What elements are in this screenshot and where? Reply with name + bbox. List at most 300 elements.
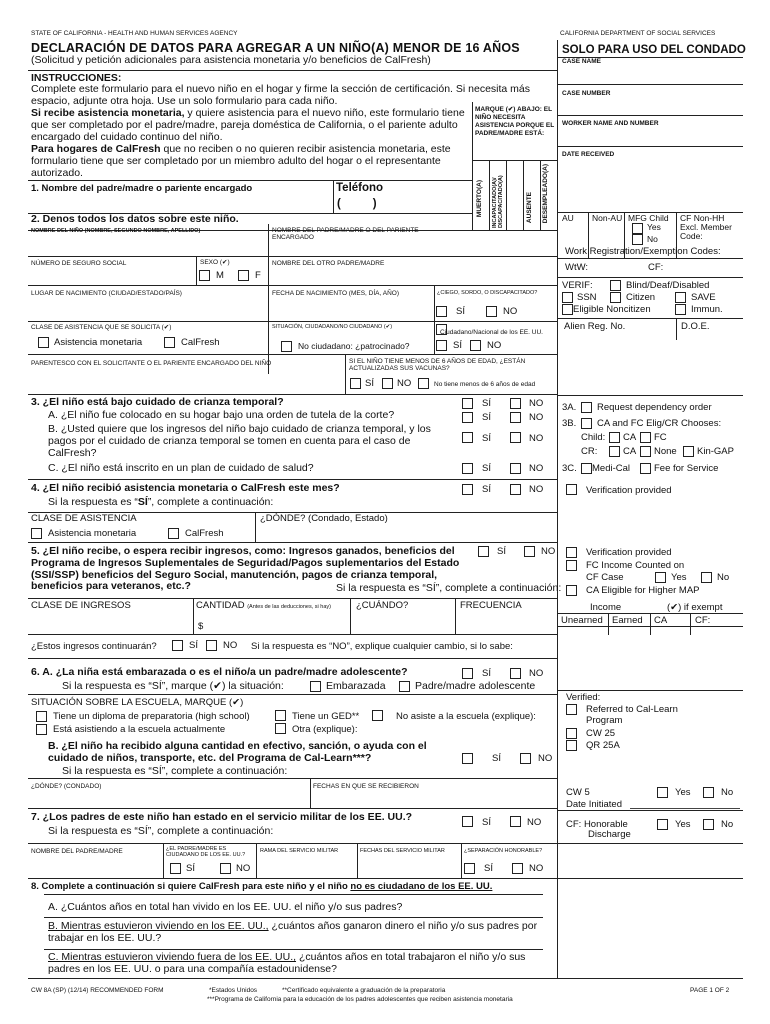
sex-m-label: M (216, 270, 224, 281)
q8b-text (48, 921, 538, 945)
q4-if-yes (48, 497, 273, 509)
instructions-heading: INSTRUCCIONES: (31, 72, 122, 84)
q8b-underlined: B. Mientras estuvieron viviendo en los EE. UU., (48, 920, 269, 932)
continue-si-label: SÍ (189, 640, 198, 651)
sponsored-si-checkbox[interactable] (436, 340, 447, 351)
blind-label: Blind/Deaf/Disabled (626, 280, 710, 291)
relationship-label: PARENTESCO CON EL SOLICITANTE O EL PARIENTE ENCARGADO DEL NIÑO (31, 360, 272, 367)
cr-kingap-label: Kin-GAP (697, 446, 734, 457)
rule (357, 843, 358, 878)
mark-col-incapacitated: INCAPACITADO(A)/ DISCAPACITADO(A) (492, 175, 504, 228)
q6b-label: B. ¿El niño ha recibido alguna cantidad en efectivo, sanción, o ayuda con el cuidado de niños, transporte, etc. del Programa de Cal-Learn***? (48, 740, 427, 764)
sex-f-checkbox[interactable] (238, 270, 249, 281)
blind-no-checkbox[interactable] (486, 306, 497, 317)
cr-kingap-checkbox[interactable] (683, 446, 694, 457)
frequency-label: FRECUENCIA (460, 600, 522, 611)
mark-box-text: MARQUE (✔) ABAJO: EL NIÑO NECESITA ASISTENCIA PORQUE EL PADRE/MADRE ESTÁ: (475, 106, 555, 138)
q7-branch-label: RAMA DEL SERVICIO MILITAR (260, 848, 339, 854)
q7-no-checkbox[interactable] (510, 816, 521, 827)
rule (28, 694, 557, 695)
cf-case-label: CF Case (586, 572, 624, 583)
ca-eligible-label: CA Eligible for Higher MAP (586, 585, 700, 596)
mfg-child-label: MFG Child (628, 213, 669, 223)
income-cf-label: CF: (695, 615, 711, 626)
form-id: CW 8A (SP) (12/14) RECOMMENDED FORM (31, 987, 164, 994)
rule (489, 160, 490, 230)
unearned-label: Unearned (561, 615, 603, 626)
q4-verification-label: Verification provided (586, 485, 672, 496)
teen-parent-label: Padre/madre adolescente (415, 680, 536, 692)
rule (28, 808, 557, 809)
honorable-yes-label: Yes (675, 819, 691, 830)
rule (28, 256, 557, 257)
rule (28, 878, 743, 879)
rule (28, 394, 557, 395)
q3b-si-checkbox[interactable] (462, 432, 473, 443)
blind-si-label: SÍ (456, 306, 465, 317)
vaccine-no-label: NO (397, 378, 412, 389)
q4-cash-aid-checkbox[interactable] (31, 528, 42, 539)
form-subtitle: (Solicitud y petición adicionales para asistencia monetaria y/o beneficios de CalFresh) (31, 54, 431, 66)
case-name-label: CASE NAME (562, 58, 602, 65)
mark-col-deceased: MUERTO(A) (476, 180, 483, 218)
q3c-no-checkbox[interactable] (510, 463, 521, 474)
rule (28, 778, 557, 779)
q6a-no-checkbox[interactable] (510, 668, 521, 679)
q3c-si-label: SÍ (482, 463, 491, 474)
fee-checkbox[interactable] (640, 463, 651, 474)
noncitizen-checkbox[interactable] (281, 341, 292, 352)
vaccine-si-label: SÍ (365, 378, 374, 389)
q3a-si-checkbox[interactable] (462, 412, 473, 423)
rule (28, 321, 557, 322)
rule (28, 354, 557, 355)
rule (472, 102, 473, 230)
rule (557, 277, 743, 278)
q8a-text (48, 902, 402, 914)
footnote-3: ***Programa de California para la educación de los padres adolescentes que reciben asistencia monetaria (207, 996, 513, 1003)
immun-checkbox[interactable] (675, 304, 686, 315)
cf-case-yes-label: Yes (671, 572, 687, 583)
rule (28, 978, 743, 979)
footnote-2: **Certificado equivalente a graduación de la preparatoria (282, 987, 446, 994)
q4-if-yes-post: ”, complete a continuación: (147, 496, 274, 508)
q3b-si-label: SÍ (482, 433, 491, 444)
instructions-cash-aid (31, 108, 471, 143)
continue-no-label: NO (223, 640, 238, 651)
rule (630, 808, 740, 809)
cw5-yes-label: Yes (675, 787, 691, 798)
if-exempt-label: (✔) if exempt (667, 602, 723, 613)
ca-eligible-checkbox[interactable] (566, 585, 577, 596)
q7-discharge-label: ¿SEPARACIÓN HONORABLE? (464, 848, 543, 854)
form-title: DECLARACIÓN DE DATOS PARA AGREGAR A UN NIÑO(A) MENOR DE 16 AÑOS (31, 41, 520, 55)
q5-si-label: SÍ (497, 546, 506, 557)
q4-si-bold: SÍ (137, 496, 148, 508)
cw5-no-label: No (721, 787, 734, 798)
agency-left: STATE OF CALIFORNIA - HEALTH AND HUMAN SERVICES AGENCY (31, 30, 238, 37)
q3c-si-checkbox[interactable] (462, 463, 473, 474)
ca-fc-label: CA and FC Elig/CR Chooses: (597, 418, 722, 429)
q7-label: 7. ¿Los padres de este niño han estado en el servicio militar de los EE. UU.? (31, 811, 413, 823)
rule (557, 84, 743, 85)
q4-label: 4. ¿El niño recibió asistencia monetaria o CalFresh este mes? (31, 482, 340, 494)
cr-none-checkbox[interactable] (640, 446, 651, 457)
ssn-checkbox[interactable] (562, 292, 573, 303)
rule (557, 146, 743, 147)
ssn-label-child: NÚMERO DE SEGURO SOCIAL (31, 260, 127, 267)
ca-fc-checkbox[interactable] (581, 418, 592, 429)
q3a-no-checkbox[interactable] (510, 412, 521, 423)
agency-right: CALIFORNIA DEPARTMENT OF SOCIAL SERVICES (560, 30, 716, 37)
amount-label (196, 601, 331, 612)
rule (608, 613, 609, 635)
cf-label: CF: (648, 262, 664, 273)
earned-label: Earned (612, 615, 643, 626)
q7-citizen-no-label: NO (236, 863, 251, 874)
q4-si-checkbox[interactable] (462, 484, 473, 495)
rule (28, 542, 557, 543)
save-checkbox[interactable] (675, 292, 686, 303)
cr-ca-checkbox[interactable] (609, 446, 620, 457)
sponsored-no-checkbox[interactable] (470, 340, 481, 351)
mark-col-absent: AUSENTE (526, 192, 533, 224)
q7-discharge-no-checkbox[interactable] (512, 863, 523, 874)
q7-discharge-si-checkbox[interactable] (464, 863, 475, 874)
eligible-noncitizen-checkbox[interactable] (562, 304, 573, 315)
instructions-cash-aid-bold: Si recibe asistencia monetaria, (31, 107, 185, 119)
footnote-1: *Estados Unidos (209, 987, 258, 994)
rule (268, 224, 269, 374)
dob-label: FECHA DE NACIMIENTO (MES, DÍA, AÑO) (272, 290, 400, 297)
q3-si-label: SÍ (482, 398, 491, 409)
sex-m-checkbox[interactable] (199, 270, 210, 281)
when-label: ¿CUÁNDO? (356, 600, 409, 611)
pregnant-checkbox[interactable] (310, 681, 321, 692)
q4-where-label: ¿DÓNDE? (Condado, Estado) (260, 513, 388, 524)
citizen-label: Citizen (626, 292, 656, 303)
not-attending-label: No asiste a la escuela (explique): (396, 711, 536, 722)
other-checkbox[interactable] (275, 723, 286, 734)
ged-checkbox[interactable] (275, 710, 286, 721)
honorable-no-label: No (721, 819, 734, 830)
diploma-checkbox[interactable] (36, 711, 47, 722)
q8-label-pre: 8. Complete a continuación si quiere CalFresh para este niño y el niño (31, 881, 351, 892)
request-dependency-label: Request dependency order (597, 402, 712, 413)
citizen-checkbox[interactable] (610, 292, 621, 303)
q6b-si-label: SÍ (492, 753, 501, 764)
rule (44, 894, 543, 895)
sex-label: SEXO (✔) (200, 259, 230, 266)
q5-verification-checkbox[interactable] (566, 547, 577, 558)
rule (557, 843, 743, 844)
q4-verification-checkbox[interactable] (566, 484, 577, 495)
q7-dates-label: FECHAS DEL SERVICIO MILITAR (360, 848, 445, 854)
rule (506, 160, 507, 230)
mfg-yes-label: Yes (647, 222, 661, 232)
wtw-label: WtW: (565, 262, 589, 273)
other-label: Otra (explique): (292, 724, 358, 735)
rule (523, 160, 524, 230)
qr25a-label: QR 25A (586, 740, 620, 751)
q7-citizen-si-label: SÍ (186, 863, 195, 874)
child-label: Child: (581, 432, 606, 443)
referred-label: Referred to Cal-Learn Program (586, 704, 678, 726)
cash-aid-checkbox[interactable] (38, 337, 49, 348)
q5-no-label: NO (541, 546, 556, 557)
rule (557, 318, 743, 319)
q8c-underlined: C. Mientras estuvieron viviendo fuera de los EE. UU., (48, 951, 297, 963)
income-label: Income (590, 602, 622, 613)
q3a-text: A. ¿El niño fue colocado en su hogar bajo una orden de tutela de la corte? (48, 409, 395, 421)
q1-label: 1. Nombre del padre/madre o pariente encargado (31, 183, 253, 194)
instructions-cash-aid-text: y quiere asistencia para el nuevo niño, este formulario tiene que ser completado por el padre/madre, pareja doméstica de California, o el pariente adulto encargado del cuidado continuo del niño. (31, 107, 465, 143)
rule (28, 658, 557, 659)
rule (461, 843, 462, 878)
q6a-mark: Si la respuesta es “SÍ”, marque (✔) la situación: (62, 680, 284, 692)
rule (557, 258, 743, 259)
request-dependency-checkbox[interactable] (581, 402, 592, 413)
au-label: AU (562, 213, 574, 223)
instructions-calfresh-bold: Para hogares de CalFresh (31, 143, 161, 155)
birthplace-label: LUGAR DE NACIMIENTO (CIUDAD/ESTADO/PAÍS) (31, 290, 182, 297)
rule (350, 598, 351, 634)
q7-si-label: SÍ (482, 817, 491, 828)
cf-case-no-checkbox[interactable] (701, 572, 712, 583)
rule (44, 949, 543, 950)
verif-label: VERIF: (562, 280, 593, 291)
cw5-no-checkbox[interactable] (703, 787, 714, 798)
q7-no-label: NO (527, 817, 542, 828)
q7-si-checkbox[interactable] (462, 816, 473, 827)
blind-si-checkbox[interactable] (436, 306, 447, 317)
r3b-label: 3B. (562, 418, 577, 429)
q8c-content: ¿cuántos años en total trabajaron el niño y/o sus padres en los EE. UU. o para una compañía estadounidense? (48, 951, 526, 975)
school-label: SITUACIÓN SOBRE LA ESCUELA, MARQUE (✔) (31, 697, 244, 708)
under6-checkbox[interactable] (418, 378, 429, 389)
q6-dates-label: FECHAS EN QUE SE RECIBIERON (313, 783, 419, 790)
fc-income-checkbox[interactable] (566, 560, 577, 571)
cr-label: CR: (581, 446, 598, 457)
q8-label (31, 882, 492, 893)
rule (676, 318, 677, 340)
rule (196, 256, 197, 285)
vaccine-si-checkbox[interactable] (350, 378, 361, 389)
rule (333, 180, 334, 213)
q3a-no-label: NO (529, 412, 544, 423)
cf-nonhh-label: CF Non-HH Excl. Member Code: (680, 213, 732, 241)
q4-if-yes-pre: Si la respuesta es “ (48, 496, 138, 508)
rule (28, 479, 557, 480)
ssn-label: SSN (577, 292, 597, 303)
rule (690, 613, 691, 635)
fee-label: Fee for Service (654, 463, 719, 474)
cw25-checkbox[interactable] (566, 728, 577, 739)
q3b-no-checkbox[interactable] (510, 432, 521, 443)
r3c-label: 3C. (562, 463, 577, 474)
q4-calfresh-checkbox[interactable] (168, 528, 179, 539)
phone-label: Teléfono (336, 182, 384, 194)
q5-if-yes: Si la respuesta es “SÍ”, complete a continuación: (336, 582, 562, 594)
q5-no-checkbox[interactable] (524, 546, 535, 557)
q4-no-checkbox[interactable] (510, 484, 521, 495)
rule (28, 634, 557, 635)
q8c-text (48, 952, 538, 976)
instructions-calfresh (31, 144, 471, 179)
q5-verification-label: Verification provided (586, 547, 672, 558)
save-label: SAVE (691, 292, 716, 303)
rule (193, 598, 194, 634)
cf-case-yes-checkbox[interactable] (655, 572, 666, 583)
non-au-label: Non-AU (592, 213, 623, 223)
q8-label-underlined: no es ciudadano de los EE. UU. (350, 881, 493, 892)
continue-no-checkbox[interactable] (206, 640, 217, 651)
mfg-no-checkbox[interactable] (632, 234, 643, 245)
q4-cash-aid-label: Asistencia monetaria (48, 528, 137, 539)
cr-ca-label: CA (623, 446, 637, 457)
amount-note: (Antes de las deducciones, si hay) (247, 604, 331, 610)
teen-parent-checkbox[interactable] (399, 681, 410, 692)
amount-dollar: $ (198, 621, 204, 632)
q5-label: 5. ¿El niño recibe, o espera recibir ingresos, como: Ingresos ganados, beneficios del Programa de Ingresos Suplementales de Seguridad/Pagos suplementarios del Estado (SSI/SSP) beneficios del Seguro Social, manutención, pagos de crianza temporal, beneficios para veteranos, etc.? (31, 545, 460, 593)
attending-label: Está asistiendo a la escuela actualmente (53, 724, 226, 735)
phone-parens: ( ) (337, 198, 377, 210)
qr25a-checkbox[interactable] (566, 740, 577, 751)
q6a-no-label: NO (529, 668, 544, 679)
q4-no-label: NO (529, 484, 544, 495)
q6-where-label: ¿DÓNDE? (CONDADO) (31, 783, 102, 790)
noncitizen-label: No ciudadano: ¿patrocinado? (298, 341, 410, 351)
cf-honorable-label: CF: Honorable (566, 819, 628, 830)
citizen-label-child: Ciudadano/Nacional de los EE. UU. (440, 329, 543, 336)
cr-none-label: None (654, 446, 677, 457)
rule (557, 40, 558, 978)
calfresh-label: CalFresh (181, 337, 220, 348)
rule (310, 778, 311, 808)
doe-label: D.O.E. (681, 321, 710, 332)
vaccine-no-checkbox[interactable] (382, 378, 393, 389)
rule (28, 70, 557, 71)
rule (28, 598, 557, 599)
amount-label-text: CANTIDAD (196, 600, 245, 611)
eligible-noncitizen-label: Eligible Noncitizen (573, 304, 651, 315)
worker-label: WORKER NAME AND NUMBER (562, 120, 659, 127)
medical-checkbox[interactable] (581, 463, 592, 474)
q7-if-yes: Si la respuesta es “SÍ”, complete a continuación: (48, 825, 274, 837)
rule (455, 598, 456, 634)
discharge-label: Discharge (588, 829, 631, 840)
q7-citizen-no-checkbox[interactable] (220, 863, 231, 874)
continue-label: ¿Estos ingresos continuarán? (31, 641, 157, 652)
q6a-si-checkbox[interactable] (462, 668, 473, 679)
rule (28, 180, 472, 181)
pregnant-label: Embarazada (326, 680, 386, 692)
honorable-no-checkbox[interactable] (703, 819, 714, 830)
referred-checkbox[interactable] (566, 704, 577, 715)
q8a-content: A. ¿Cuántos años en total han vivido en los EE. UU. el niño y/o sus padres? (48, 901, 403, 913)
rule (557, 690, 743, 691)
rule (345, 354, 346, 394)
rule (256, 843, 257, 878)
honorable-yes-checkbox[interactable] (657, 819, 668, 830)
blind-question-label: ¿CIEGO, SORDO, O DISCAPACITADO? (437, 290, 538, 296)
q6a-si-label: SÍ (482, 668, 491, 679)
q3-no-label: NO (529, 398, 544, 409)
under6-label: No tiene menos de 6 años de edad (434, 381, 536, 388)
vaccines-label: SI EL NIÑO TIENE MENOS DE 6 AÑOS DE EDAD, ¿ESTÁN ACTUALIZADAS SUS VACUNAS? (349, 358, 526, 373)
rule (28, 285, 557, 286)
q6b-no-label: NO (538, 753, 553, 764)
rule (540, 160, 541, 230)
rule (557, 115, 743, 116)
q3b-no-label: NO (529, 433, 544, 444)
rule (28, 843, 557, 844)
attending-checkbox[interactable] (36, 724, 47, 735)
sex-f-label: F (255, 270, 261, 281)
ged-label: Tiene un GED** (292, 711, 360, 722)
q3a-si-label: SÍ (482, 412, 491, 423)
q3-si-checkbox[interactable] (462, 398, 473, 409)
r3a-label: 3A. (562, 402, 577, 413)
blind-checkbox[interactable] (610, 280, 621, 291)
q4-calfresh-label: CalFresh (185, 528, 224, 539)
rule (255, 512, 256, 542)
instructions-text: Complete este formulario para el nuevo niño en el hogar y firme la sección de certificación. Si necesita más espacio, adjunte otra hoja. Use un solo formulario para cada niño. (31, 83, 531, 107)
q6b-no-checkbox[interactable] (520, 753, 531, 764)
mark-col-unemployed: DESEMPLEADO(A) (542, 164, 549, 224)
date-initiated-label: Date Initiated (566, 799, 622, 810)
child-fc-checkbox[interactable] (640, 432, 651, 443)
child-ca-label: CA (623, 432, 637, 443)
q6b-si-checkbox[interactable] (462, 753, 473, 764)
continue-si-checkbox[interactable] (172, 640, 183, 651)
medical-label: Medi-Cal (592, 463, 631, 474)
q3c-no-label: NO (529, 463, 544, 474)
q7-parent-name-label: NOMBRE DEL PADRE/MADRE (31, 848, 123, 855)
q7-citizen-si-checkbox[interactable] (170, 863, 181, 874)
mfg-no-label: No (647, 234, 658, 244)
work-reg-label: Work Registration/Exemption Codes: (565, 246, 721, 257)
sponsored-no-label: NO (487, 340, 502, 351)
cw25-label: CW 25 (586, 728, 616, 739)
child-ca-checkbox[interactable] (609, 432, 620, 443)
aid-class-label: CLASE DE ASISTENCIA QUE SE SOLICITA (✔) (31, 324, 172, 331)
rule (472, 160, 557, 161)
rule (434, 285, 435, 321)
q3-label: 3. ¿El niño está bajo cuidado de crianza temporal? (31, 396, 284, 408)
mfg-yes-checkbox[interactable] (632, 223, 643, 234)
if-no-label: Si la respuesta es “NO”, explique cualquier cambio, si lo sabe: (251, 641, 513, 652)
not-attending-checkbox[interactable] (372, 710, 383, 721)
verified-label: Verified: (566, 692, 601, 703)
calfresh-checkbox[interactable] (164, 337, 175, 348)
q4-class-label: CLASE DE ASISTENCIA (31, 513, 137, 524)
income-class-label: CLASE DE INGRESOS (31, 600, 131, 611)
cash-aid-label: Asistencia monetaria (54, 337, 143, 348)
rule (163, 843, 164, 878)
rule (44, 917, 543, 918)
cw5-yes-checkbox[interactable] (657, 787, 668, 798)
parent-name-label: NOMBRE DEL PADRE/MADRE O DEL PARIENTE ENCARGADO (272, 227, 419, 242)
q5-si-checkbox[interactable] (478, 546, 489, 557)
county-title: SOLO PARA USO DEL CONDADO (562, 44, 746, 56)
rule (557, 395, 743, 396)
q3-no-checkbox[interactable] (510, 398, 521, 409)
fc-income-label: FC Income Counted on (586, 560, 685, 571)
q6a-label: 6. A. ¿La niña está embarazada o es el niño/a un padre/madre adolescente? (31, 666, 408, 678)
child-fc-label: FC (654, 432, 667, 443)
income-ca-label: CA (654, 615, 668, 626)
